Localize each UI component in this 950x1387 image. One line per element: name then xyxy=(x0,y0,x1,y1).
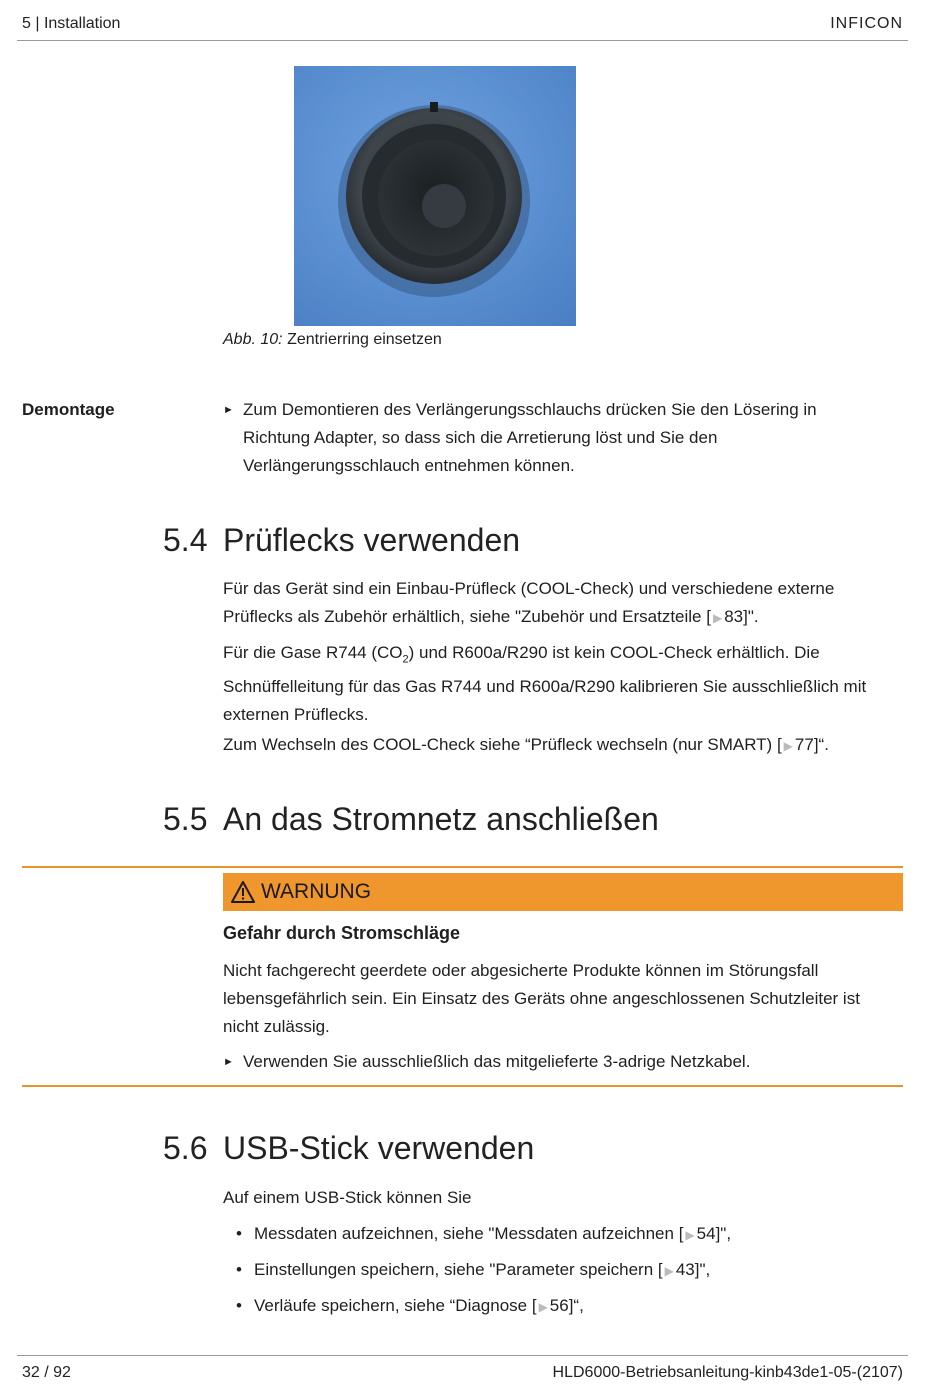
footer-document: HLD6000-Betriebsanleitung-kinb43de1-05-(2107) xyxy=(552,1364,903,1381)
page-ref-arrow-icon: ▶ xyxy=(538,1300,548,1314)
figure-caption-text: Zentrierring einsetzen xyxy=(287,331,442,348)
warning-bottom-rule xyxy=(22,1085,903,1087)
page-ref-arrow-icon: ▶ xyxy=(664,1264,674,1278)
s54-p2-line-2: Schnüffelleitung für das Gas R744 und R600a/R290 kalibrieren Sie ausschließlich mit xyxy=(223,677,867,697)
figure-label: Abb. 10: xyxy=(223,331,283,348)
demontage-label: Demontage xyxy=(22,400,115,419)
warning-top-rule xyxy=(22,866,903,868)
section-title: Prüflecks verwenden xyxy=(223,522,521,558)
warning-banner xyxy=(223,873,903,911)
link-diagnose[interactable]: 56]“, xyxy=(549,1296,584,1315)
link-zubehoer[interactable]: 83]". xyxy=(724,607,759,626)
section-number: 5.4 xyxy=(163,522,208,558)
demontage-line-3: Verlängerungsschlauch entnehmen können. xyxy=(243,456,575,475)
section-5-6-heading xyxy=(163,1130,534,1167)
s54-p2-text-b: ) und R600a/R290 ist kein COOL-Check erhältlich. Die xyxy=(408,643,820,662)
footer-page: 32 / 92 xyxy=(22,1364,71,1381)
header-rule xyxy=(17,40,908,41)
s54-p2-line-1 xyxy=(223,639,903,673)
footer-rule xyxy=(17,1355,908,1356)
s54-p2-text-a: Für die Gase R744 (CO xyxy=(223,643,403,662)
warning-step-text: Verwenden Sie ausschließlich das mitgelieferte 3-adrige Netzkabel. xyxy=(243,1052,751,1071)
header-section: 5 | Installation xyxy=(22,15,121,32)
warning-label: WARNUNG xyxy=(261,880,372,903)
centering-ring-illustration xyxy=(294,66,576,326)
demontage-line-2: Richtung Adapter, so dass sich die Arretierung löst und Sie den xyxy=(243,428,718,447)
triangle-right-icon: ► xyxy=(223,1056,234,1068)
warning-triangle-icon xyxy=(231,881,255,903)
list-item xyxy=(236,1296,584,1316)
s54-p3-text: Zum Wechseln des COOL-Check siehe “Prüfleck wechseln (nur SMART) [ xyxy=(223,735,782,754)
demontage-step xyxy=(223,396,903,480)
section-number: 5.5 xyxy=(163,801,208,837)
page-ref-arrow-icon: ▶ xyxy=(712,611,723,625)
warning-body-line-3: nicht zulässig. xyxy=(223,1017,330,1036)
link-parameter[interactable]: 43]", xyxy=(675,1260,711,1279)
s54-paragraph-1 xyxy=(223,575,903,632)
warning-step xyxy=(223,1048,903,1076)
hazard-title: Gefahr durch Stromschläge xyxy=(223,923,461,943)
list-item-text: Einstellungen speichern, siehe "Parameter speichern [ xyxy=(254,1260,663,1279)
co2-subscript: 2 xyxy=(402,653,409,666)
demontage-line-1: Zum Demontieren des Verlängerungsschlauchs drücken Sie den Lösering in xyxy=(243,400,817,419)
list-item-text: Verläufe speichern, siehe “Diagnose [ xyxy=(254,1296,537,1315)
s54-paragraph-2 xyxy=(223,639,903,729)
s54-p1-line-2 xyxy=(223,603,903,632)
section-5-4-heading xyxy=(163,522,520,559)
list-item xyxy=(236,1224,731,1244)
list-item xyxy=(236,1260,710,1280)
warning-body xyxy=(223,957,903,1041)
s54-p1-line-1: Für das Gerät sind ein Einbau-Prüfleck (COOL-Check) und verschiedene externe xyxy=(223,579,835,598)
figure-caption xyxy=(223,331,442,349)
link-pruefleck-wechseln[interactable]: 77]“. xyxy=(794,735,829,754)
s54-paragraph-3 xyxy=(223,731,903,760)
link-messdaten[interactable]: 54]", xyxy=(696,1224,732,1243)
bullet-dot: • xyxy=(236,1260,242,1279)
section-title: USB-Stick verwenden xyxy=(223,1130,535,1166)
warning-body-line-1: Nicht fachgerecht geerdete oder abgesicherte Produkte können im Störungsfall xyxy=(223,961,819,980)
page-ref-arrow-icon: ▶ xyxy=(783,739,793,753)
warning-body-line-2: lebensgefährlich sein. Ein Einsatz des Geräts ohne angeschlossenen Schutzleiter ist xyxy=(223,989,860,1008)
s54-p1-line-2-text: Prüflecks als Zubehör erhältlich, siehe "Zubehör und Ersatzteile [ xyxy=(223,607,711,626)
s54-p2-line-3: externen Prüflecks. xyxy=(223,705,369,725)
section-5-5-heading xyxy=(163,801,659,838)
page-ref-arrow-icon: ▶ xyxy=(685,1228,695,1242)
list-item-text: Messdaten aufzeichnen, siehe "Messdaten aufzeichnen [ xyxy=(254,1224,684,1243)
section-number: 5.6 xyxy=(163,1130,208,1166)
triangle-right-icon: ► xyxy=(223,404,234,416)
bullet-dot: • xyxy=(236,1296,242,1315)
bullet-dot: • xyxy=(236,1224,242,1243)
section-title: An das Stromnetz anschließen xyxy=(223,801,659,837)
s56-intro: Auf einem USB-Stick können Sie xyxy=(223,1188,472,1207)
header-brand: INFICON xyxy=(830,15,903,32)
figure-photo xyxy=(294,66,576,326)
